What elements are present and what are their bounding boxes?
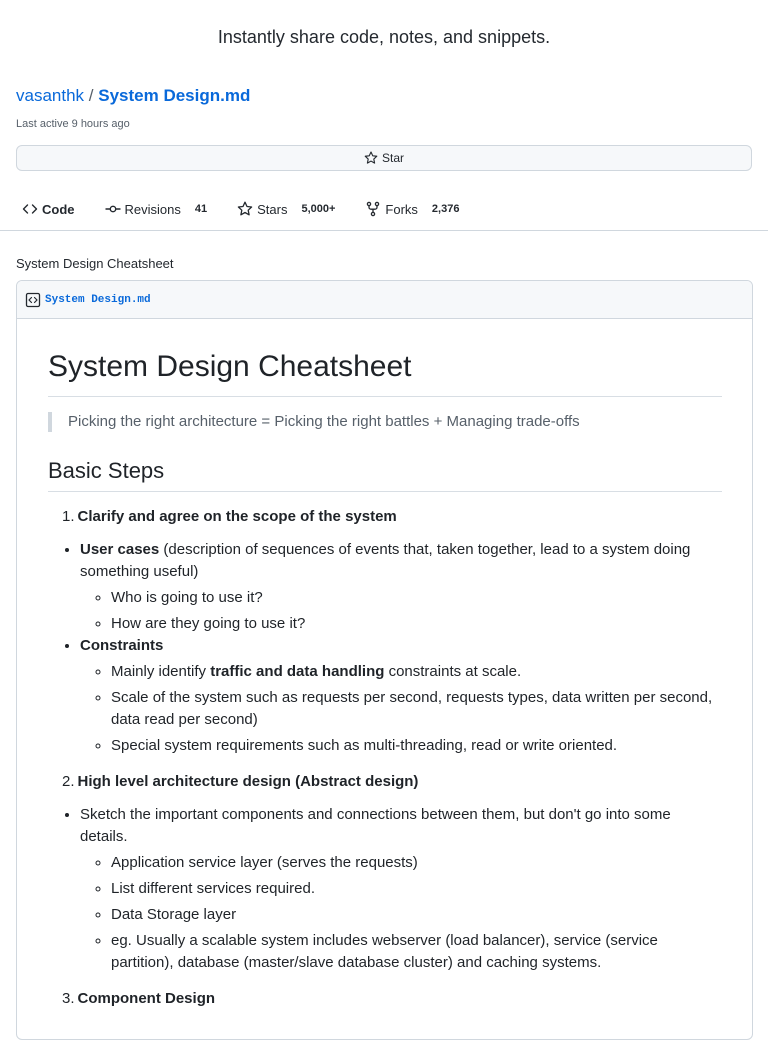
revisions-count: 41 (194, 203, 208, 215)
sub-list (80, 661, 722, 757)
tab-code-label: Code (42, 201, 75, 217)
last-active: Last active 9 hours ago (16, 118, 130, 130)
step-text: Clarify and agree on the scope of the system (77, 508, 397, 525)
file-name-link[interactable]: System Design.md (45, 293, 151, 306)
owner-link[interactable]: vasanthk (16, 86, 85, 105)
sub-item-text: constraints at scale. (384, 663, 522, 680)
step-item (62, 990, 722, 1007)
tab-stars[interactable] (237, 201, 335, 217)
markdown-body (48, 319, 722, 1007)
step-item (62, 773, 722, 790)
code-square-icon (25, 292, 41, 308)
stars-count: 5,000+ (301, 203, 336, 215)
page-tagline: Instantly share code, notes, and snippets. (217, 27, 551, 47)
doc-title: System Design Cheatsheet (48, 350, 722, 397)
file-header (17, 281, 752, 319)
step-list (48, 804, 722, 974)
gist-description: System Design Cheatsheet (16, 256, 174, 271)
tab-forks[interactable] (365, 201, 459, 217)
code-icon (22, 201, 38, 217)
star-icon (364, 151, 378, 165)
tab-revisions-label: Revisions (124, 201, 181, 217)
sub-list-item: ◦ List different services required. (111, 878, 722, 900)
star-button-label: Star (381, 151, 404, 165)
section-heading: Basic Steps (48, 458, 722, 492)
sub-list-item: ◦ Application service layer (serves the requests) (111, 852, 722, 874)
list-item (80, 635, 722, 757)
fork-icon (365, 201, 381, 217)
file-container (16, 280, 753, 1040)
gist-tabs (22, 197, 489, 221)
step-text: Component Design (77, 990, 216, 1007)
step-item (62, 508, 722, 525)
list-item-text: Sketch the important components and connections between them, but don't go into some details. (80, 806, 671, 845)
sub-list-item (111, 661, 722, 683)
list-item-bold: Constraints (80, 637, 164, 654)
tab-stars-label: Stars (257, 201, 288, 217)
step-number: 3. (62, 990, 75, 1007)
sub-list-item: ◦ Data Storage layer (111, 904, 722, 926)
star-outline-icon (237, 201, 253, 217)
list-item (80, 539, 722, 635)
sub-list (80, 587, 722, 635)
star-button[interactable] (16, 145, 752, 171)
tab-code[interactable] (22, 201, 75, 217)
sub-list-item: ◦ eg. Usually a scalable system includes webserver (load balancer), service (service partition), database (master/slave database cluster) and caching systems. (111, 930, 722, 974)
forks-count: 2,376 (431, 203, 460, 215)
sub-list (80, 852, 722, 974)
breadcrumb-separator: / (88, 86, 94, 105)
header-divider (0, 230, 768, 231)
step-text: High level architecture design (Abstract design) (77, 773, 419, 790)
step-number: 1. (62, 508, 75, 525)
list-item (80, 804, 722, 974)
revisions-icon (105, 201, 121, 217)
sub-item-bold: traffic and data handling (210, 663, 385, 680)
tab-revisions[interactable] (105, 201, 208, 217)
step-number: 2. (62, 773, 75, 790)
list-item-text: (description of sequences of events that, taken together, lead to a system doing something useful) (80, 541, 691, 580)
sub-list-item: ◦ Scale of the system such as requests per second, requests types, data written per second, data read per second) (111, 687, 722, 731)
tab-forks-label: Forks (385, 201, 418, 217)
breadcrumb (16, 86, 250, 106)
doc-quote: Picking the right architecture = Picking the right battles + Managing trade-offs (48, 412, 722, 432)
sub-list-item: ◦ How are they going to use it? (111, 613, 722, 635)
sub-list-item: ◦ Who is going to use it? (111, 587, 722, 609)
list-item-bold: User cases (80, 541, 160, 558)
step-list (48, 539, 722, 757)
sub-list-item: ◦ Special system requirements such as multi-threading, read or write oriented. (111, 735, 722, 757)
gist-file-link[interactable]: System Design.md (98, 86, 251, 105)
sub-item-text: Mainly identify (111, 663, 211, 680)
